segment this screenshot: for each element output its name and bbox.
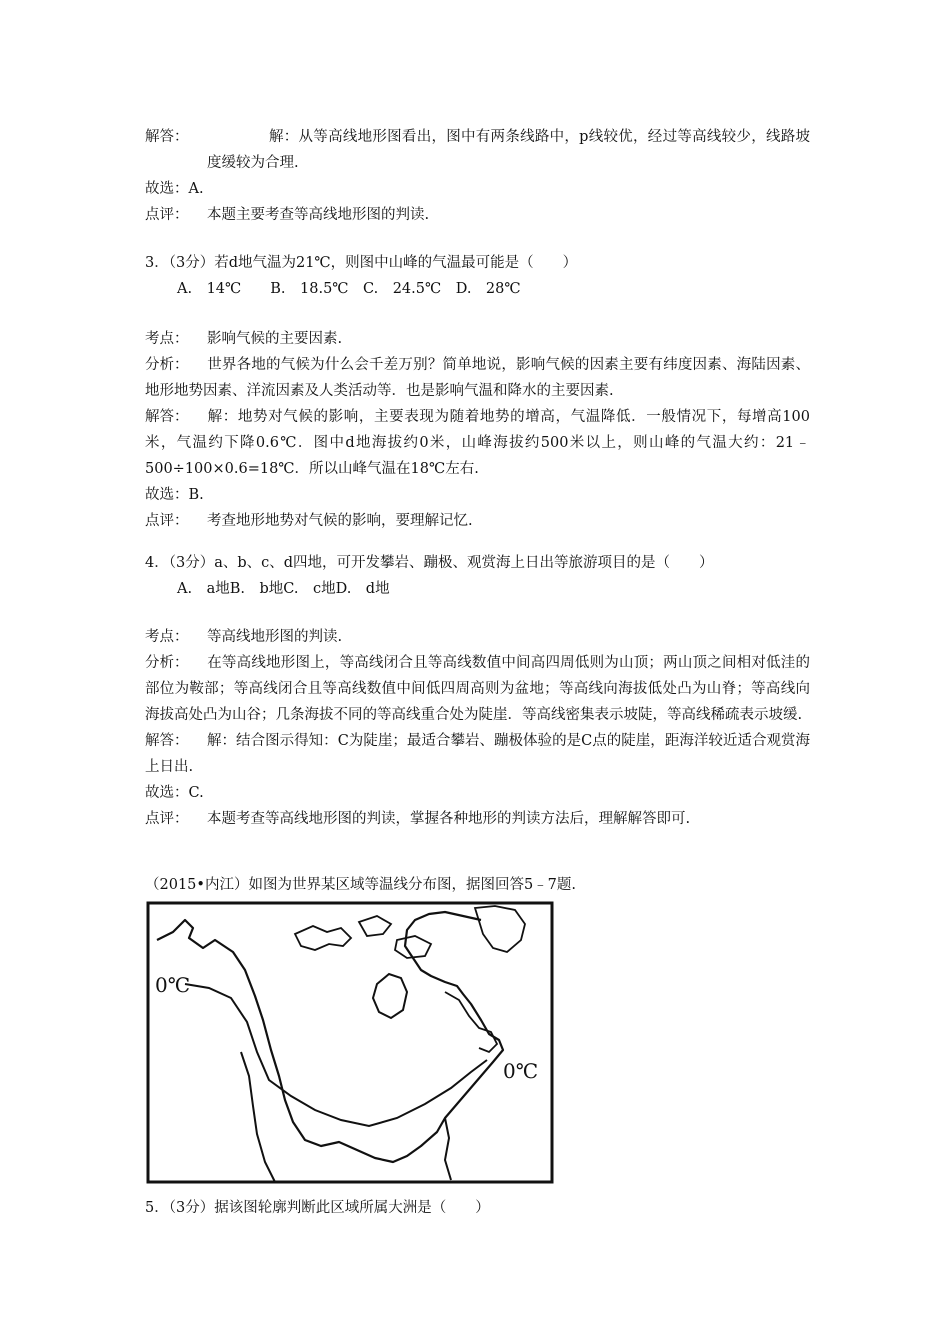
answer-label: 解答： bbox=[145, 129, 189, 145]
q2-choice-row bbox=[145, 176, 810, 202]
point-text: 影响气候的主要因素. bbox=[207, 331, 343, 347]
q3-choice-row bbox=[145, 482, 810, 508]
analysis-label: 分析： bbox=[145, 655, 189, 671]
q2-answer-row bbox=[145, 124, 810, 176]
comment-text: 本题主要考查等高线地形图的判读. bbox=[207, 207, 430, 223]
q4-solution bbox=[145, 624, 810, 832]
q5-stem: 5．（3分）据该图轮廓判断此区域所属大洲是（ ） bbox=[145, 1200, 490, 1216]
isotherm-label-left: 0℃ bbox=[155, 973, 191, 997]
answer-label: 解答： bbox=[145, 733, 189, 749]
choice-label: 故选： bbox=[145, 487, 189, 503]
point-text: 等高线地形图的判读. bbox=[207, 629, 343, 645]
q4-choice-row bbox=[145, 780, 810, 806]
isotherm-label-right: 0℃ bbox=[503, 1059, 539, 1083]
comment-text: 考查地形地势对气候的影响，要理解记忆. bbox=[207, 513, 473, 529]
answer-label: 解答： bbox=[145, 409, 189, 425]
choice-text: A. bbox=[188, 181, 204, 197]
choice-label: 故选： bbox=[145, 181, 189, 197]
answer-text: 解：结合图示得知：C为陡崖；最适合攀岩、蹦极体验的是C点的陡崖，距海洋较近适合观赏海上日出. bbox=[145, 733, 810, 775]
point-label: 考点： bbox=[145, 629, 189, 645]
q4-point-row bbox=[145, 624, 810, 650]
q2-comment-row bbox=[145, 202, 810, 228]
q3-analysis-row bbox=[145, 352, 810, 404]
question-5 bbox=[145, 1195, 810, 1221]
analysis-text: 世界各地的气候为什么会千差万别？简单地说，影响气候的因素主要有纬度因素、海陆因素、地形地势因素、洋流因素及人类活动等．也是影响气温和降水的主要因素. bbox=[145, 357, 810, 399]
intro-text: （2015•内江）如图为世界某区域等温线分布图，据图回答5﹣7题. bbox=[145, 877, 577, 893]
analysis-label: 分析： bbox=[145, 357, 189, 373]
answer-text: 解：从等高线地形图看出，图中有两条线路中，p线较优，经过等高线较少，线路坡度缓较为合理. bbox=[207, 129, 810, 171]
comment-text: 本题考查等高线地形图的判读，掌握各种地形的判读方法后，理解解答即可. bbox=[207, 811, 691, 827]
point-label: 考点： bbox=[145, 331, 189, 347]
q4-answer-row bbox=[145, 728, 810, 780]
q4-comment-row bbox=[145, 806, 810, 832]
q3-comment-row bbox=[145, 508, 810, 534]
q3-options: A. 14℃ B. 18.5℃ C. 24.5℃ D. 28℃ bbox=[177, 281, 521, 297]
choice-text: C. bbox=[188, 785, 204, 801]
q2-solution bbox=[145, 124, 810, 228]
analysis-text: 在等高线地形图上，等高线闭合且等高线数值中间高四周低则为山顶；两山顶之间相对低洼的部位为鞍部；等高线闭合且等高线数值中间低四周高则为盆地；等高线向海拔低处凸为山脊；等高线向海拔高处凸为山谷；几条海拔不同的等高线重合处为陡崖．等高线密集表示坡陡，等高线稀疏表示坡缓. bbox=[145, 655, 810, 723]
comment-label: 点评： bbox=[145, 513, 189, 529]
comment-label: 点评： bbox=[145, 207, 189, 223]
section-intro bbox=[145, 872, 810, 898]
isotherm-map bbox=[145, 900, 555, 1185]
answer-text: 解：地势对气候的影响，主要表现为随着地势的增高，气温降低．一般情况下，每增高100米，气温约下降0.6℃．图中d地海拔约0米，山峰海拔约500米以上，则山峰的气温大约：21﹣500÷100×0.6=18℃．所以山峰气温在18℃左右. bbox=[145, 409, 810, 477]
choice-text: B. bbox=[188, 487, 204, 503]
q3-answer-row bbox=[145, 404, 810, 482]
q4-analysis-row bbox=[145, 650, 810, 728]
question-3 bbox=[145, 250, 810, 302]
question-4 bbox=[145, 550, 810, 602]
comment-label: 点评： bbox=[145, 811, 189, 827]
q3-stem: 3．（3分）若d地气温为21℃，则图中山峰的气温最可能是（ ） bbox=[145, 255, 578, 271]
q4-stem: 4．（3分）a、b、c、d四地，可开发攀岩、蹦极、观赏海上日出等旅游项目的是（ ） bbox=[145, 555, 714, 571]
q4-options: A. a地B. b地C. c地D. d地 bbox=[177, 581, 390, 597]
q3-solution bbox=[145, 326, 810, 534]
choice-label: 故选： bbox=[145, 785, 189, 801]
q3-point-row bbox=[145, 326, 810, 352]
